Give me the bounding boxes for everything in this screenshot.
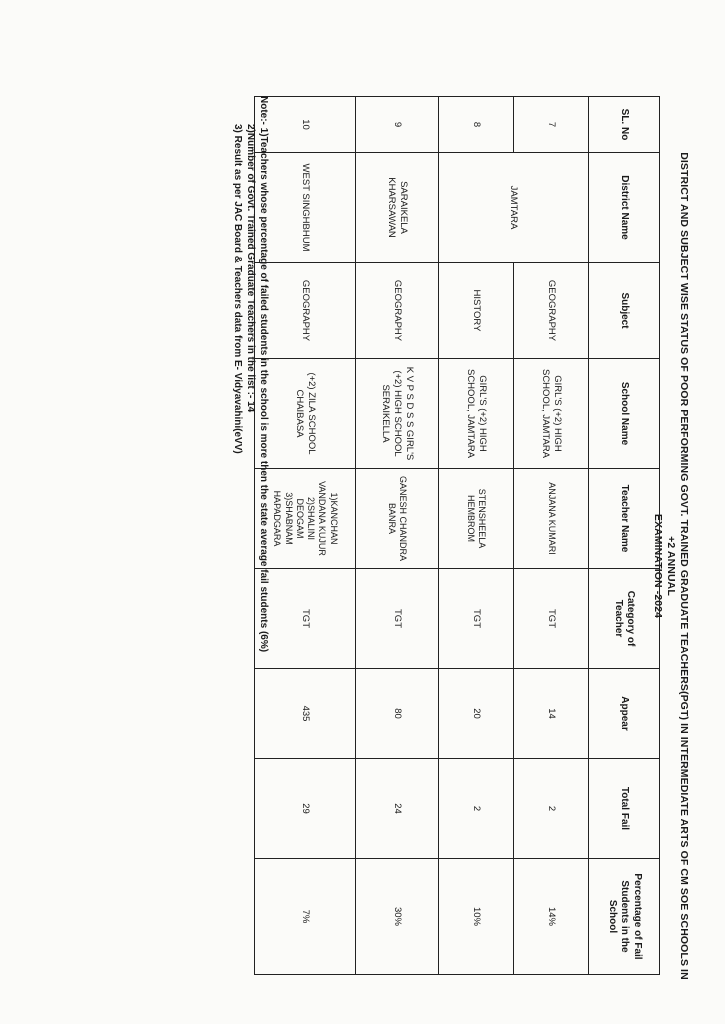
note-line-3: 3) Result as per JAC Board & Teachers data from E- Vidyavahini(eVV) <box>232 124 243 454</box>
rotated-document-content <box>114 96 694 980</box>
cell-category: TGT <box>255 569 356 669</box>
teacher-name-line: BANRA <box>387 502 397 534</box>
header-sl-no: SL. No <box>589 97 660 153</box>
table-row <box>514 97 589 975</box>
cell-appear: 435 <box>255 669 356 759</box>
header-district: District Name <box>589 153 660 263</box>
cell-appear: 80 <box>356 669 439 759</box>
cell-subject: GEOGRAPHY <box>255 263 356 359</box>
teacher-name-line: HAPADGARA <box>272 490 283 547</box>
cell-school: GIRL'S (+2) HIGH SCHOOL, JAMTARA <box>439 359 514 469</box>
cell-percentage: 14% <box>514 859 589 975</box>
cell-teacher <box>514 469 589 569</box>
cell-school: GIRL'S (+2) HIGH SCHOOL, JAMTARA <box>514 359 589 469</box>
cell-total-fail: 24 <box>356 759 439 859</box>
teacher-name-line: 2)SHALINI <box>306 496 317 540</box>
cell-percentage: 10% <box>439 859 514 975</box>
cell-sl: 7 <box>514 97 589 153</box>
cell-total-fail: 2 <box>514 759 589 859</box>
cell-appear: 20 <box>439 669 514 759</box>
teacher-name-line: VANDANA KUJUR <box>317 481 328 556</box>
cell-percentage: 30% <box>356 859 439 975</box>
header-total-fail: Total Fail <box>589 759 660 859</box>
notes-block <box>231 96 270 976</box>
cell-teacher <box>439 469 514 569</box>
header-teacher: Teacher Name <box>589 469 660 569</box>
teacher-name-line: 1)KANCHAN <box>328 492 339 545</box>
teacher-name-line: ANJANA KUMARI <box>546 482 557 555</box>
cell-category: TGT <box>356 569 439 669</box>
cell-subject: GEOGRAPHY <box>514 263 589 359</box>
cell-school: (+2) ZILA SCHOOL CHAIBASA <box>255 359 356 469</box>
cell-total-fail: 29 <box>255 759 356 859</box>
cell-district: SARAIKELA KHARSAWAN <box>356 153 439 263</box>
cell-category: TGT <box>514 569 589 669</box>
cell-category: TGT <box>439 569 514 669</box>
table-row <box>356 97 439 975</box>
note-line-1: Note:- 1)Teachers whose percentage of failed students in the school is more then the state average fail students (6%) <box>258 96 269 653</box>
header-appear: Appear <box>589 669 660 759</box>
title-line-1: DISTRICT AND SUBJECT WISE STATUS OF POOR PERFORMING GOVT. TRAINED GRADUATE TEACHERS(PGT) IN INTERMEDIATE ARTS OF CM SOE SCHOOLS IN +2 ANNUAL <box>664 152 690 980</box>
table-header-row <box>589 97 660 975</box>
status-table <box>254 96 660 975</box>
header-subject: Subject <box>589 263 660 359</box>
teacher-name-line: DEOGAM <box>295 498 305 539</box>
header-category: Category of Teacher <box>589 569 660 669</box>
cell-percentage: 7% <box>255 859 356 975</box>
title-line-2: EXAMINATION -2024 <box>651 513 664 619</box>
cell-school: K V P S D S S GIRL'S (+2) HIGH SCHOOL SERAIKELLA <box>356 359 439 469</box>
cell-total-fail: 2 <box>439 759 514 859</box>
cell-subject: HISTORY <box>439 263 514 359</box>
cell-sl: 10 <box>255 97 356 153</box>
cell-subject: GEOGRAPHY <box>356 263 439 359</box>
cell-district: WEST SINGHBHUM <box>255 153 356 263</box>
teacher-name-line: HEMBROM <box>466 495 476 542</box>
cell-district: JAMTARA <box>439 153 589 263</box>
cell-sl: 8 <box>439 97 514 153</box>
note-line-2: 2)Number of Govt. Trained Graduate Teachers in the list :- 14 <box>245 124 256 413</box>
teacher-name-line: STENSHEELA <box>477 488 488 549</box>
header-percentage: Percentage of Fail Students in the School <box>589 859 660 975</box>
header-school: School Name <box>589 359 660 469</box>
teacher-name-line: 3)SHABNAM <box>283 492 294 545</box>
cell-teacher <box>356 469 439 569</box>
teacher-name-line: GANESH CHANDRA <box>398 475 409 561</box>
cell-appear: 14 <box>514 669 589 759</box>
cell-sl: 9 <box>356 97 439 153</box>
